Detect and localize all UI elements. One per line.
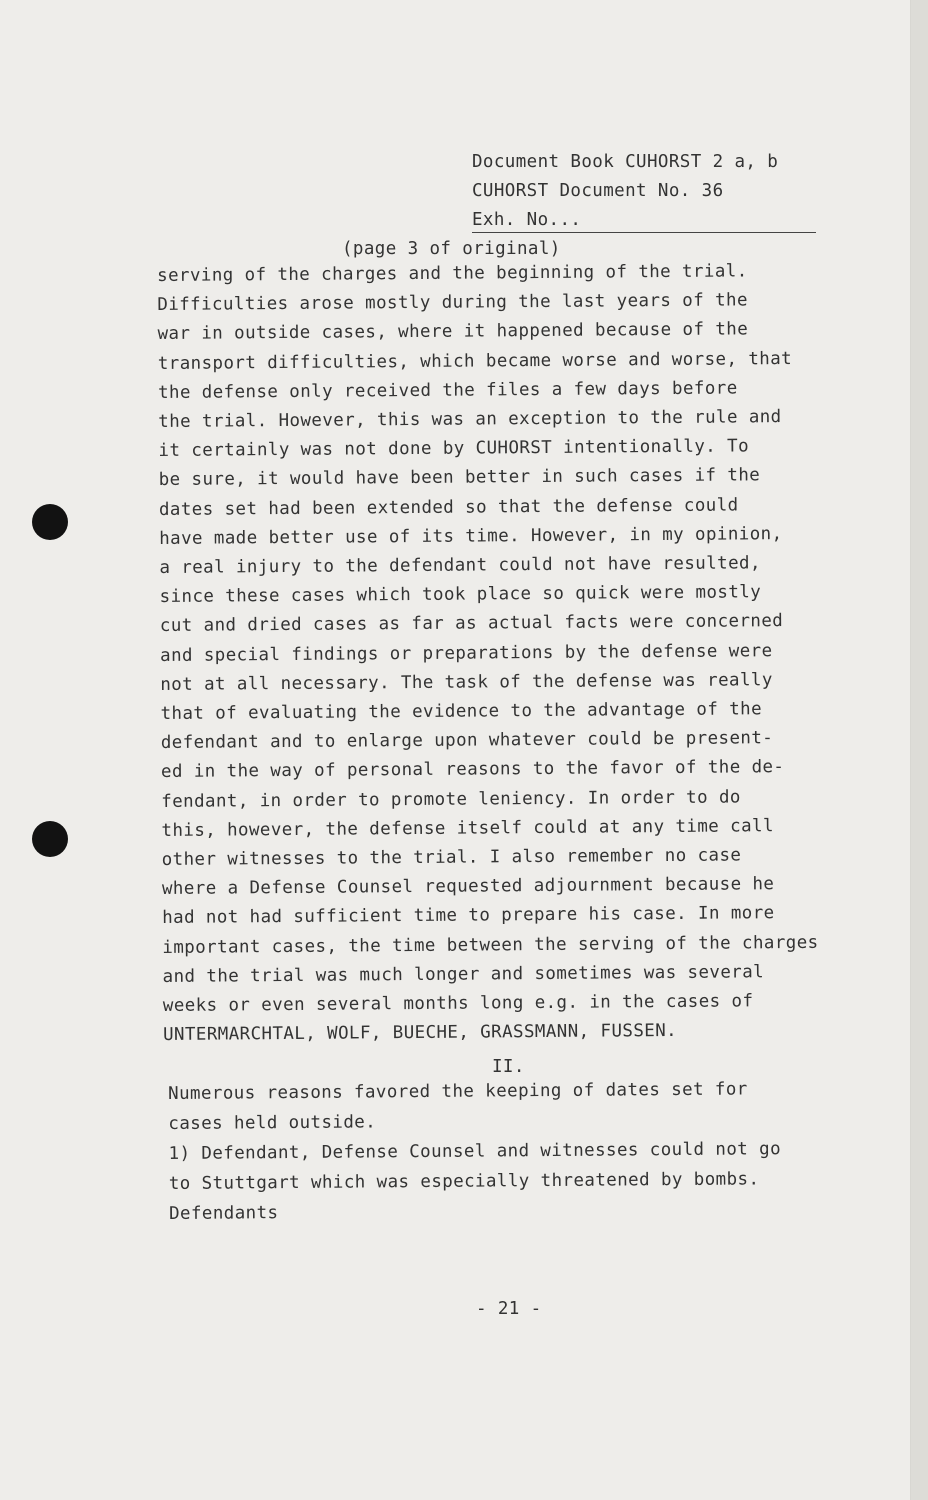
text-line: other witnesses to the trial. I also remember no case: [161, 845, 742, 871]
body-text-section-1: [157, 257, 819, 1051]
text-line: war in outside cases, where it happened because of the: [157, 319, 749, 345]
text-line: a real injury to the defendant could not have resulted,: [159, 553, 761, 579]
text-line: weeks or even several months long e.g. in the cases of: [162, 991, 754, 1017]
text-line: where a Defense Counsel requested adjournment because he: [161, 874, 775, 900]
text-line: transport difficulties, which became worse and worse, that: [157, 348, 793, 374]
text-line: important cases, the time between the serving of the charges: [162, 932, 819, 958]
text-line: defendant and to enlarge upon whatever could be present-: [160, 728, 774, 754]
text-line: Defendants: [168, 1203, 279, 1224]
text-line: and special findings or preparations by the defense were: [160, 640, 773, 666]
text-line: have made better use of its time. However, in my opinion,: [159, 523, 783, 549]
section-number: II.: [492, 1057, 525, 1077]
header-document-number: CUHORST Document No. 36: [472, 181, 724, 201]
text-line: the defense only received the files a few days before: [157, 378, 738, 403]
original-page-note: (page 3 of original): [342, 239, 561, 259]
text-line: not at all necessary. The task of the defense was really: [160, 670, 773, 695]
header-document-book: Document Book CUHORST 2 a, b: [472, 152, 779, 172]
text-line: Numerous reasons favored the keeping of dates set for: [168, 1079, 748, 1104]
text-line: the trial. However, this was an exception to the rule and: [158, 407, 782, 433]
text-line: that of evaluating the evidence to the advantage of the: [160, 699, 763, 725]
text-line: serving of the charges and the beginning of the trial.: [157, 261, 748, 286]
text-line: to Stuttgart which was especially threatened by bombs.: [168, 1169, 760, 1194]
punch-hole-top: [32, 504, 68, 540]
text-line: cut and dried cases as far as actual facts were concerned: [159, 611, 784, 637]
header-exhibit-number: Exh. No...: [472, 208, 816, 233]
text-line: Difficulties arose mostly during the last years of the: [157, 290, 748, 316]
body-text-section-2: [168, 1074, 782, 1229]
document-header: [472, 148, 816, 235]
text-line: since these cases which took place so quick were mostly: [159, 582, 762, 608]
text-line: and the trial was much longer and sometimes was several: [162, 962, 765, 987]
page-edge: [911, 0, 928, 1500]
text-line: had not had sufficient time to prepare his case. In more: [162, 903, 775, 929]
text-line: 1) Defendant, Defense Counsel and witnesses could not go: [168, 1139, 782, 1164]
page-number: - 21 -: [476, 1299, 542, 1319]
text-line: be sure, it would have been better in such cases if the: [158, 465, 761, 491]
text-line: it certainly was not done by CUHORST intentionally. To: [158, 436, 750, 462]
text-line: dates set had been extended so that the defense could: [158, 495, 739, 520]
punch-hole-bottom: [32, 821, 68, 857]
text-line: ed in the way of personal reasons to the favor of the de-: [160, 757, 785, 783]
text-line: fendant, in order to promote leniency. In order to do: [161, 787, 741, 812]
text-line: this, however, the defense itself could at any time call: [161, 816, 774, 841]
text-line: cases held outside.: [168, 1112, 377, 1134]
text-line: UNTERMARCHTAL, WOLF, BUECHE, GRASSMANN, FUSSEN.: [162, 1021, 678, 1046]
